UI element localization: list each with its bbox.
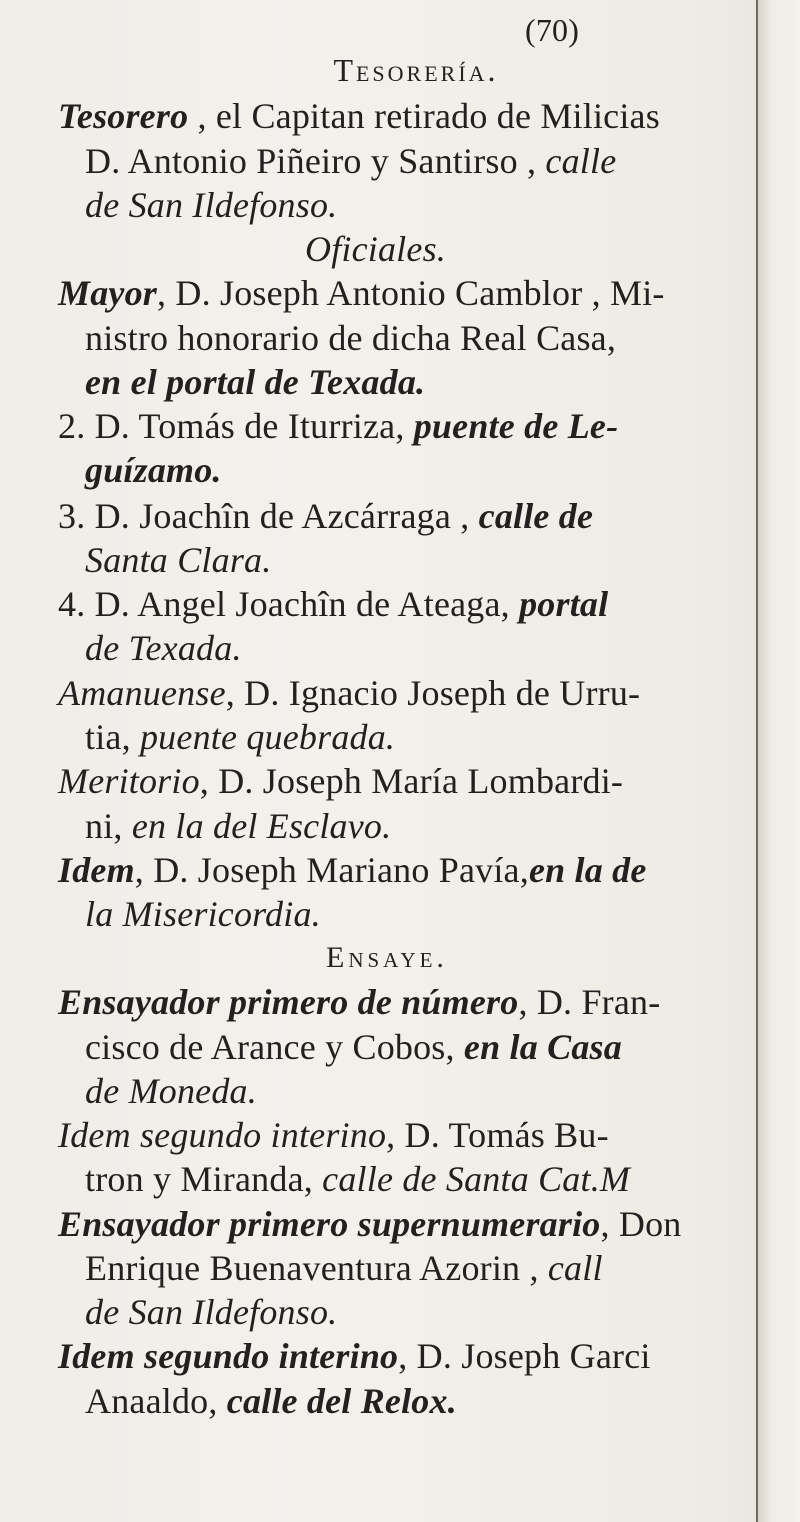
line-segment: de San Ildefonso. [85, 185, 338, 225]
text-line [85, 360, 425, 404]
line-segment: 3. D. Joachîn de Azcárraga , [58, 496, 479, 536]
line-segment: la Misericordia. [85, 894, 321, 934]
line-segment: , el Capitan retirado de Milicias [188, 96, 660, 136]
text-line [85, 1246, 603, 1290]
line-segment: tia, [85, 717, 140, 757]
line-segment: calle de [478, 496, 594, 536]
line-segment: guízamo. [85, 450, 222, 490]
line-segment: , D. Joseph Mariano Pavía, [134, 850, 529, 890]
line-segment: , D. Tomás Bu- [386, 1115, 609, 1155]
line-segment: Tesorero [58, 96, 189, 136]
page-number: (70) [525, 12, 580, 48]
line-segment: , D. Ignacio Joseph de Urru- [225, 673, 641, 713]
text-line [58, 1334, 651, 1378]
text-line [85, 1157, 630, 1201]
line-segment: portal [519, 584, 609, 624]
line-segment: Santa Clara. [85, 540, 272, 580]
line-segment: en la Casa [463, 1027, 622, 1067]
line-segment: , D. Joseph María Lombardi- [199, 761, 624, 801]
line-segment: call [547, 1248, 603, 1288]
line-segment: Ensayador primero supernumerario [58, 1204, 601, 1244]
line-segment: Idem segundo interino [58, 1336, 399, 1376]
line-segment: , D. Fran- [518, 982, 661, 1022]
line-segment: de Texada. [85, 628, 242, 668]
line-segment: cisco de Arance y Cobos, [85, 1027, 464, 1067]
text-line [58, 494, 593, 538]
section-heading: Tesorería. [333, 52, 499, 88]
text-line [85, 139, 616, 183]
text-line [85, 1069, 257, 1113]
text-line [85, 1379, 457, 1423]
text-line [58, 271, 665, 315]
text-line [85, 538, 271, 582]
text-line [85, 316, 616, 360]
text-line [58, 1202, 682, 1246]
line-segment: ni, [85, 806, 132, 846]
text-line [58, 1113, 609, 1157]
text-line [85, 448, 222, 492]
line-segment: 2. D. Tomás de Iturriza, [58, 406, 414, 446]
text-line [58, 94, 660, 138]
line-segment: D. Antonio Piñeiro y Santirso , [85, 141, 546, 181]
text-line [85, 183, 337, 227]
line-segment: de San Ildefonso. [85, 1292, 338, 1332]
line-segment: Idem segundo interino [58, 1115, 387, 1155]
line-segment: , D. Joseph Garci [398, 1336, 651, 1376]
line-segment: , Don [600, 1204, 682, 1244]
line-segment: Meritorio [58, 761, 200, 801]
text-line [85, 804, 391, 848]
line-segment: Ensaye. [326, 941, 448, 974]
line-segment: Oficiales. [305, 229, 446, 269]
line-segment: puente quebrada. [139, 717, 396, 757]
line-segment: Ensayador primero de número [58, 982, 519, 1022]
text-line [58, 980, 660, 1024]
text-line [85, 715, 395, 759]
subheading-ensaye [326, 936, 448, 980]
line-segment: Mayor [58, 273, 157, 313]
subheading-oficiales [305, 227, 446, 271]
line-segment: en el portal de Texada. [85, 362, 426, 402]
line-segment: , D. Joseph Antonio Camblor , Mi- [157, 273, 665, 313]
text-line [85, 892, 321, 936]
line-segment: en la de [528, 850, 647, 890]
text-line [58, 582, 608, 626]
text-line [58, 404, 618, 448]
text-line [58, 671, 640, 715]
text-line [58, 848, 647, 892]
text-line [85, 1025, 622, 1069]
line-segment: calle de Santa Cat.M [322, 1159, 631, 1199]
line-segment: de Moneda. [85, 1071, 257, 1111]
line-segment: Amanuense [58, 673, 226, 713]
text-line [85, 1290, 337, 1334]
line-segment: calle [545, 141, 617, 181]
text-line [58, 759, 623, 803]
text-line [85, 626, 242, 670]
line-segment: Idem [58, 850, 135, 890]
line-segment: puente de Le- [413, 406, 619, 446]
line-segment: en la del Esclavo. [131, 806, 392, 846]
page-edge [756, 0, 800, 1522]
line-segment: tron y Miranda, [85, 1159, 323, 1199]
line-segment: Anaaldo, [85, 1381, 227, 1421]
line-segment: nistro honorario de dicha Real Casa, [85, 318, 617, 358]
line-segment: Enrique Buenaventura Azorin , [85, 1248, 548, 1288]
line-segment: 4. D. Angel Joachîn de Ateaga, [58, 584, 520, 624]
line-segment: calle del Relox. [226, 1381, 457, 1421]
